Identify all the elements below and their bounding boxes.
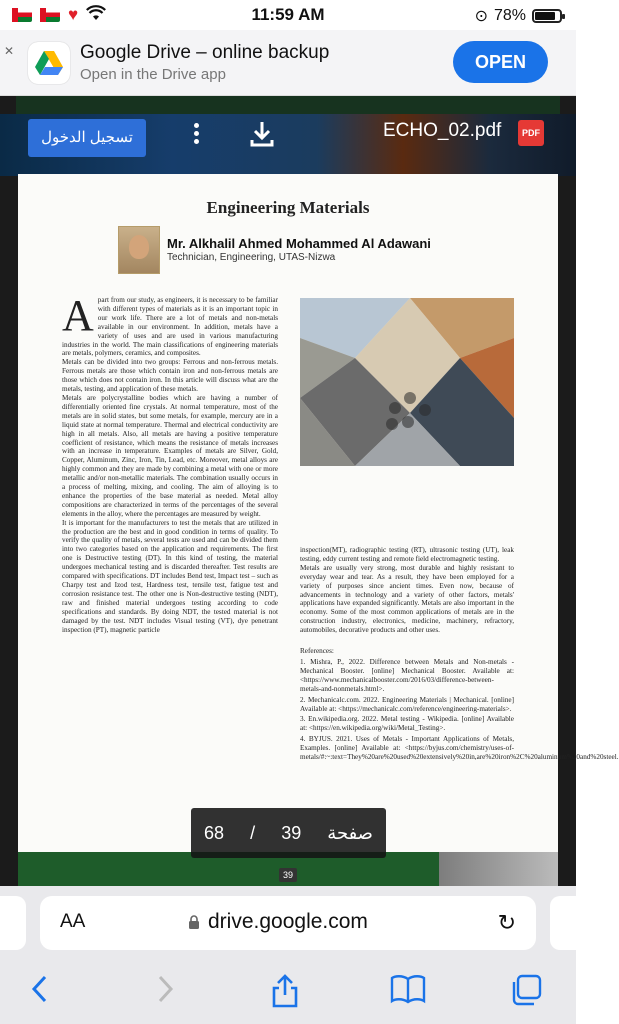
reader-options-button[interactable]: AA	[60, 911, 86, 932]
page-counter	[191, 808, 386, 858]
viewer-toolbar	[0, 114, 576, 176]
file-name: ECHO_02.pdf	[383, 120, 502, 141]
more-options-icon[interactable]	[188, 120, 204, 150]
reference-item: 4. BYJUS. 2021. Uses of Metals - Important Applications of Metals, Examples. [online] Available at: <https://byjus.com/chemistry/uses-of-metals/#:~:text=They%20are%20used%20extensively%20in,are%20iron%2C%20aluminum%20and%20steel.	[300, 735, 619, 762]
paragraph: Metals are usually very strong, most durable and highly resistant to everyday wear and tear. As a result, they have been employed for a variety of purposes since ancient times. Even now, because of advancements in technology and a variety of other factors, metals' applications have expanded significantly. Metals are also important in the economy. Some of the most common applications of metals are in the construction industry, electronics, medicine, machinery, refractory, automobiles, decorative products and other uses.	[300, 563, 514, 635]
author-name: Mr. Alkhalil Ahmed Mohammed Al Adawani	[167, 236, 431, 251]
open-app-button[interactable]: OPEN	[453, 41, 548, 83]
browser-address-area	[0, 886, 576, 960]
pdf-file-icon: PDF	[518, 120, 544, 146]
page-number-badge: 39	[279, 868, 297, 882]
browser-toolbar	[0, 960, 576, 1024]
google-drive-logo-icon	[28, 42, 70, 84]
reference-item: 2. Mechanicalc.com. 2022. Engineering Materials | Mechanical. [online] Available at: <https://mechanicalc.com/reference/engineering-materials>.	[300, 695, 514, 713]
banner-app-subtitle: Open in the Drive app	[80, 66, 226, 83]
article-title: Engineering Materials	[206, 198, 370, 217]
paragraph: It is important for the manufacturers to test the metals that are utilized in the production are the best and in good condition in terms of quality. To verify the quality of metals, several tests are used and can be divided them into two categories based on the application and requirements. The first one is Destructive testing (DT). In this kind of testing, the material undergoes mechanical testing and is discarded thereafter. Test results are compared with specifications. DT includes Bend test, Impact test – such as Charpy test and Izod test, Hardness test, tensile test, fatigue test and corrosion resistance test. The other one is Non-destructive testing (NDT), raw and finished material undergoes testing according to code specifications and standards. By doing NDT, the tested material is not damaged by the test. NDT includes Visual testing (VT), dye penetrant inspection (PT), magnetic particle	[62, 518, 278, 634]
smart-app-banner	[0, 30, 576, 96]
reference-item: 1. Mishra, P., 2022. Difference between Metals and Non-metals - Mechanical Booster. [online] Mechanical Booster. Available at: <https://www.mechanicalbooster.com/2016/03/difference-between-metals-and-nonmetals.html>.	[300, 657, 514, 693]
page-separator: /	[250, 822, 256, 843]
battery-percent: 78%	[493, 7, 526, 24]
sign-in-button[interactable]: تسجيل الدخول	[28, 119, 146, 157]
previous-tab-peek[interactable]	[0, 896, 26, 950]
orientation-lock-icon: ⊙	[474, 8, 488, 25]
banner-app-title: Google Drive – online backup	[80, 42, 330, 63]
pdf-page	[18, 174, 619, 852]
total-pages: 68	[204, 822, 225, 843]
references-heading: References:	[300, 647, 334, 656]
reload-icon[interactable]: ↻	[497, 910, 516, 935]
next-tab-peek[interactable]	[550, 896, 576, 950]
materials-collage-image	[300, 298, 514, 466]
article-left-column	[62, 291, 278, 634]
address-bar[interactable]	[40, 896, 536, 950]
status-time: 11:59 AM	[251, 5, 325, 24]
back-icon[interactable]	[30, 974, 50, 1011]
url-text[interactable]: drive.google.com	[208, 910, 368, 933]
paragraph: Metals are polycrystalline bodies which are having a number of differentially oriented fine crystals. At normal temperature, most of the metals are in solid states, but some metals, for example, mercury are in a liquid state at normal temperature. Thermal and electrical conductivity are high in all metals. Also, all metals are having a positive temperature coefficient of resistance, which means the resistance of metals increases with an increase in temperature. Examples of metals are Silver, Gold, Copper, Aluminum, Zinc, Iron, Tin, Lead, etc. Moreover, metal alloys are highly common and they are made by combining a metal with one or more metallic and/or non-metallic materials. The combination usually occurs in a process of melting, mixing, and cooling. The aim of alloying is to enhance the properties of the base material as needed. Metal alloy compositions are characterized in terms of the percentages of the several elements in the alloy, where the percentages are measured by weight.	[62, 393, 278, 518]
article-right-column	[300, 546, 619, 764]
reference-item: 3. En.wikipedia.org. 2022. Metal testing - Wikipedia. [online] Available at: <https://en.wikipedia.org/wiki/Metal_Testing>.	[300, 715, 514, 733]
heart-icon: ♥	[68, 5, 79, 24]
tabs-icon[interactable]	[510, 974, 542, 1013]
status-bar	[0, 0, 576, 30]
paragraph: inspection(MT), radiographic testing (RT), ultrasonic testing (UT), leak testing, eddy current testing and remote field electromagnetic testing.	[300, 546, 514, 563]
author-role: Technician, Engineering, UTAS-Nizwa	[167, 252, 336, 263]
bookmarks-icon[interactable]	[390, 974, 426, 1011]
paragraph: part from our study, as engineers, it is necessary to be familiar with different types of materials as it is an important topic in our work life. There are a lot of metals and non-metals available in our environment. In addition, metals have a variety of uses and are used in various manufacturing industries in the world. The main classifications of engineering materials are metals, polymers, ceramics, and composites.	[62, 296, 278, 358]
battery-icon	[532, 9, 562, 23]
paragraph: Metals can be divided into two groups: Ferrous and non-ferrous metals. Ferrous metals are those which contain iron and non-ferrous metals are those which does not contain iron. In this article will discuss what are the metals, testing, and application of these metals.	[62, 358, 278, 394]
author-photo	[118, 226, 160, 274]
status-right	[475, 6, 562, 26]
download-icon[interactable]	[248, 118, 276, 150]
current-page: 39	[281, 822, 302, 843]
close-banner-icon[interactable]: ✕	[4, 44, 15, 58]
drop-cap: A	[62, 291, 94, 340]
page-label: صفحة	[327, 822, 373, 843]
share-icon[interactable]	[270, 974, 300, 1015]
pdf-viewer	[0, 96, 619, 886]
references	[300, 647, 619, 762]
lock-icon	[188, 915, 200, 930]
forward-icon[interactable]	[155, 974, 175, 1011]
